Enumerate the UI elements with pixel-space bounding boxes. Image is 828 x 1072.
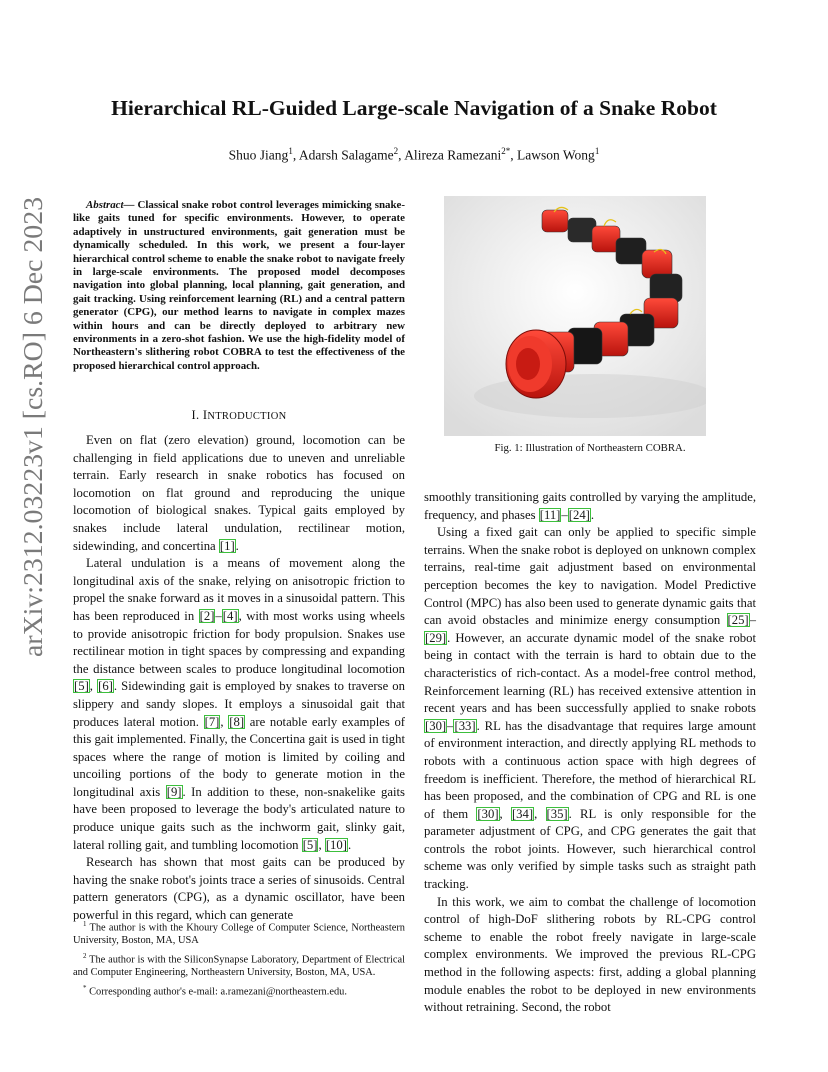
section-heading: I. INTRODUCTION	[191, 408, 287, 422]
left-column-body	[73, 432, 405, 925]
paper-title: Hierarchical RL-Guided Large-scale Navigation of a Snake Robot	[111, 96, 717, 120]
abstract-text: Classical snake robot control leverages mimicking snake-like gaits tuned for specific environments. However, to operate adaptively in unstructured environments, gait generation must be dynamically scheduled. In this work, we present a four-layer hierarchical control scheme to enable the snake robot to navigate freely in large-scale environments. The proposed model decomposes navigation into global planning, local planning, gait generation, and gait tracking. Using reinforcement learning (RL) and a central pattern generator (CPG), our method learns to navigate in complex mazes within hours and can be directly deployed to arbitrary new environments in a zero-shot fashion. We use the high-fidelity model of Northeastern's slithering robot COBRA to test the effectiveness of the proposed hierarchical control approach.	[73, 199, 405, 372]
author-affiliation-mark: 1	[594, 146, 600, 156]
footnotes	[73, 918, 405, 1001]
abstract-label: Abstract	[86, 199, 124, 211]
author-affiliation-mark: 2*	[501, 146, 511, 156]
citation-link[interactable]: [11]	[539, 507, 561, 522]
citation-link[interactable]: [10]	[325, 837, 347, 852]
citation-link[interactable]: [7]	[204, 714, 220, 729]
citation-link[interactable]: [5]	[74, 679, 89, 694]
author-affiliation-mark: 2	[393, 146, 399, 156]
footnote: $^1$ The author is with the Khoury College of Computer Science, Northeastern University, Boston, MA, USA	[73, 920, 405, 947]
body-paragraph: In this work, we aim to combat the challenge of locomotion control of high-DoF slithering robots by RL-CPG control scheme to enable the robot freely navigate in large-scale complex environments. We improved the previous RL-CPG method in the following aspects: first, adding a global planning module enables the robot to be deployed in new environments without retraining. Second, the robot	[424, 894, 756, 1015]
citation-link[interactable]: [5]	[302, 837, 318, 852]
footnote: * Corresponding author's e-mail: a.ramezani@northeastern.edu.	[83, 983, 347, 998]
author-affiliation-mark: 1	[288, 146, 293, 156]
citation-link[interactable]: [30]	[425, 718, 447, 733]
citation-link[interactable]: [8]	[229, 714, 245, 729]
citation-link[interactable]: [29]	[425, 630, 447, 645]
author-list: Shuo Jiang$^1$, Adarsh Salagame$^2$, Alireza Ramezani$^{2*}$, Lawson Wong$^1$	[228, 146, 600, 163]
arxiv-stamp-text: arXiv:2312.03223v1 [cs.RO] 6 Dec 2023	[17, 201, 48, 657]
figure-cobra-photo	[444, 196, 706, 436]
body-paragraph: Research has shown that most gaits can be produced by having the snake robot's joints trace a series of sinusoids. Central pattern generators (CPG), as a dynamic oscillator, have been powerful in this regard, which can generate	[73, 855, 405, 923]
citation-link[interactable]: [4]	[222, 608, 238, 623]
arxiv-stamp	[4, 195, 58, 755]
citation-link[interactable]: [35]	[546, 806, 568, 821]
abstract: Abstract— Classical snake robot control leverages mimicking snake-like gaits tuned for specific environments. However, to operate adaptively in unstructured environments, gait generation must be dynamically scheduled. In this work, we present a four-layer hierarchical control scheme to enable the snake robot to navigate freely in large-scale environments. The proposed model decomposes navigation into global planning, local planning, gait generation, and gait tracking. Using reinforcement learning (RL) and a central pattern generator (CPG), our method learns to navigate in complex mazes within hours and can be directly deployed to arbitrary new environments in a zero-shot fashion. We use the high-fidelity model of Northeastern's slithering robot COBRA to test the effectiveness of the proposed hierarchical control approach.	[73, 199, 405, 372]
citation-link[interactable]: [25]	[727, 613, 749, 628]
citation-link[interactable]: [34]	[511, 806, 534, 821]
author-name: Adarsh Salagame	[298, 147, 394, 163]
footnote: $^2$ The author is with the SiliconSynapse Laboratory, Department of Electrical and Computer Engineering, Northeastern University, Boston, MA, USA.	[73, 951, 405, 979]
body-paragraph: Lateral undulation is a means of movement along the longitudinal axis of the snake, relying on anisotropic friction to propel the snake forward as it moves in a sinusoidal pattern. This has been reproduced in [2]–[4], with most works using wheels to provide anisotropic friction for body propulsion. Snakes use rectilinear motion in tight spaces by compressing and expanding the distance between scales to produce longitudinal locomotion [5], [6]. Sidewinding gait is employed by snakes to traverse on slippery and sandy slopes. It employs a sinusoidal gait that produces lateral motion. [7], [8] are notable early examples of this gait implemented. Finally, the Concertina gait is used in tight spaces where the range of motion is limited by coiling and uncoiling portions of the body to generate motion in the longitudinal axis [9]. In addition to these, non-snakelike gaits have been proposed to leverage the body's articulated nature to produce unique gaits such as the inchworm gait, slinky gait, lateral rolling gait, and tumbling locomotion [5], [10].	[73, 556, 406, 852]
body-paragraph: smoothly transitioning gaits controlled by varying the amplitude, frequency, and phases [11]–[24].	[424, 490, 756, 522]
author-name: Lawson Wong	[517, 147, 595, 163]
snake-robot-illustration	[444, 196, 706, 436]
author-name: Shuo Jiang	[228, 147, 289, 163]
citation-link[interactable]: [33]	[454, 718, 476, 733]
citation-link[interactable]: [24]	[568, 507, 590, 522]
citation-link[interactable]: [1]	[219, 538, 235, 553]
citation-link[interactable]: [9]	[166, 784, 182, 799]
body-paragraph: Even on flat (zero elevation) ground, locomotion can be challenging in field applications due to uneven and unreliable terrain. Early research in snake robotics has focused on locomotion on flat ground and reproducing the unique locomotion of biological snakes. Typical gaits employed by snakes include lateral undulation, rectilinear motion, sidewinding, and concertina [1].	[73, 433, 405, 553]
citation-link[interactable]: [30]	[477, 806, 499, 821]
author-name: Alireza Ramezani	[404, 147, 502, 163]
citation-link[interactable]: [6]	[98, 679, 113, 694]
right-column-body	[424, 489, 756, 1017]
arxiv-stamp-graphic	[4, 195, 58, 755]
body-paragraph: Using a fixed gait can only be applied to specific simple terrains. When the snake robot is deployed on unknown complex terrains, real-time gait adjustment based on environmental perception becomes the key to navigation. Model Predictive Control (MPC) has also been used to generate dynamic gaits that can avoid obstacles and minimize energy consumption [25]–[29]. However, an accurate dynamic model of the snake robot being in contact with the terrain is hard to obtain due to the characteristics of rich-contact. As a model-free control method, Reinforcement learning (RL) has received extensive attention in recent years and has been successfully applied to snake robots [30]–[33]. RL has the disadvantage that requires large amount of environment interaction, and directly applying RL methods to robots with a continuous action space with high degrees of freedom is inefficient. Therefore, the method of hierarchical RL has been proposed, and the combination of CPG and RL is one of them [30], [34], [35]. RL is only responsible for the parameter adjustment of CPG, and CPG generates the gait that controls the robot joints. However, such hierarchical control scheme was only verified by simple tasks such as straight path tracking.	[424, 525, 757, 892]
figure-caption: Fig. 1: Illustration of Northeastern COBRA.	[494, 442, 686, 454]
citation-link[interactable]: [2]	[199, 608, 215, 623]
